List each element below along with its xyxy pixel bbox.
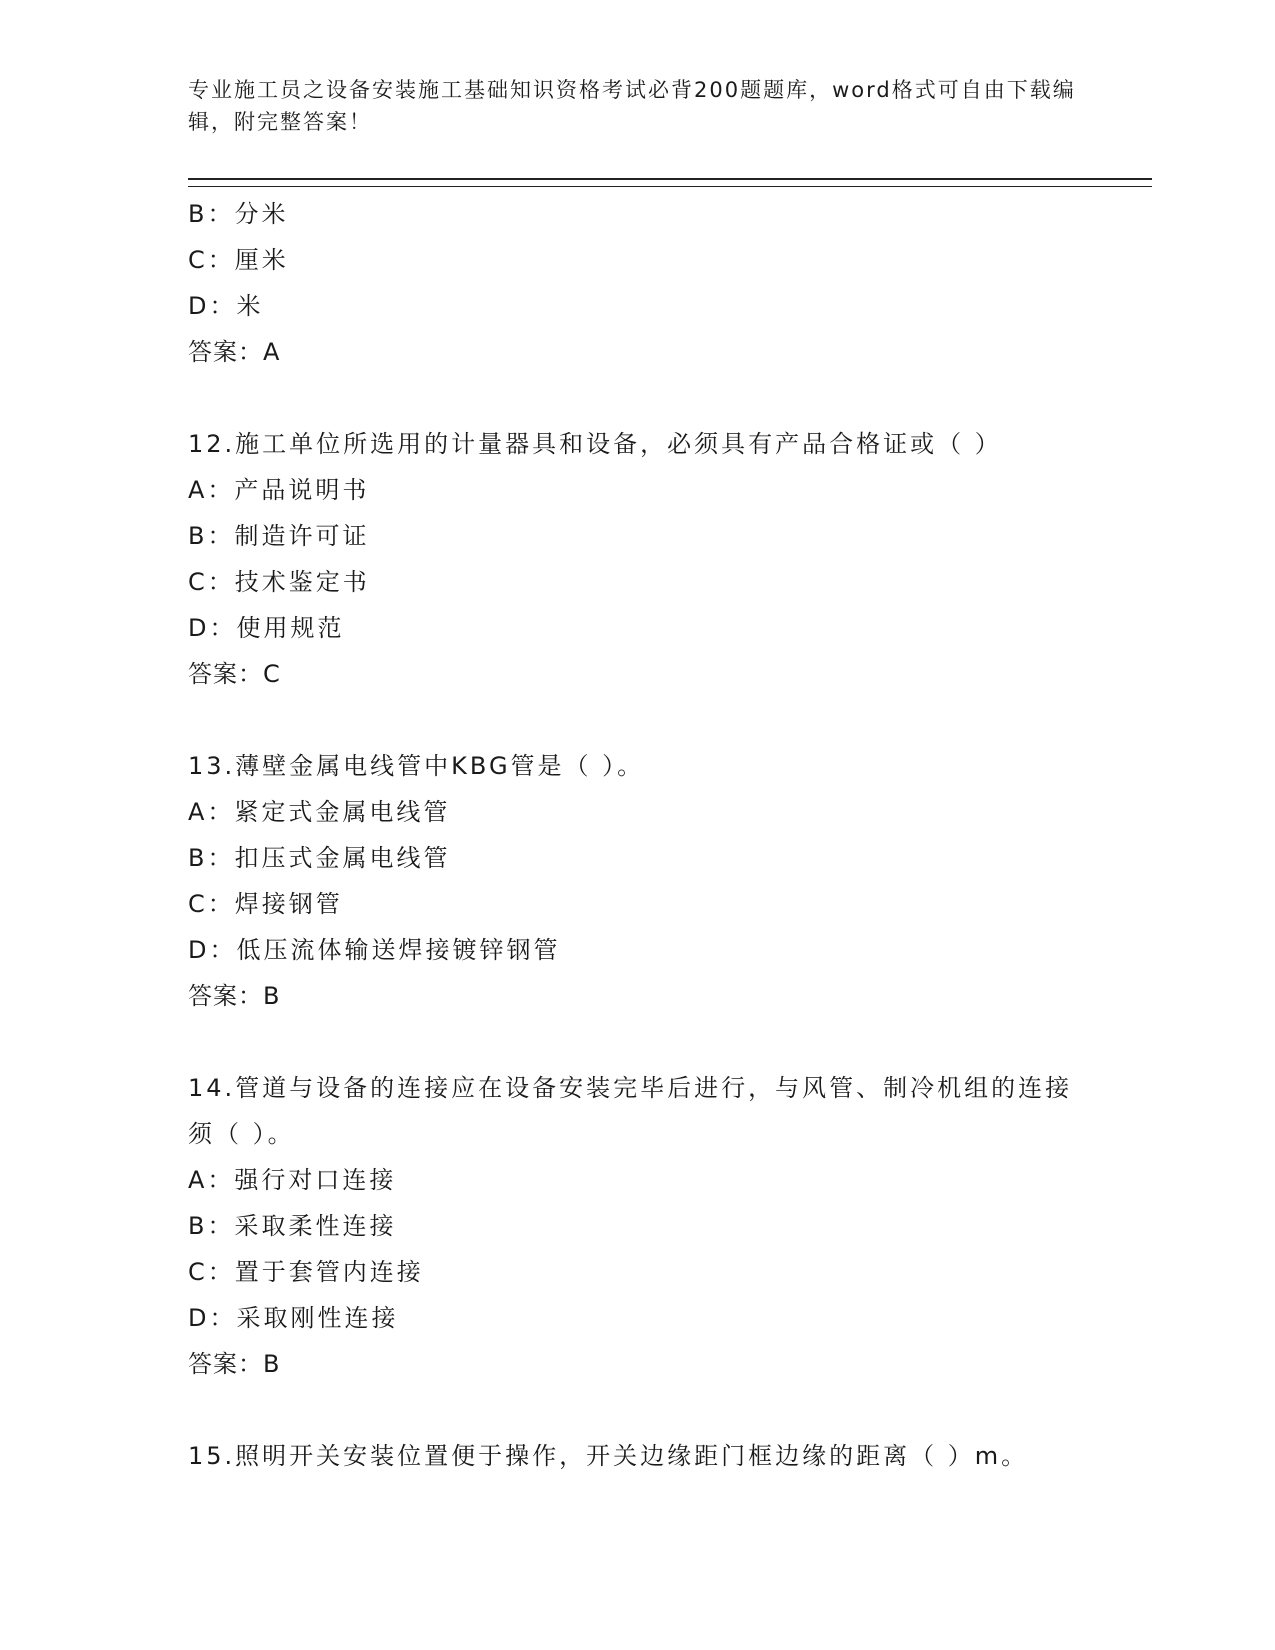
spacer [188,1387,1088,1433]
question-text: 14.管道与设备的连接应在设备安装完毕后进行，与风管、制冷机组的连接须（ ）。 [188,1074,1073,1148]
option-b: B：制造许可证 [188,522,370,550]
option-a: A：紧定式金属电线管 [188,798,451,826]
spacer [188,697,1088,743]
answer: 答案：C [188,660,281,688]
question-text: 12.施工单位所选用的计量器具和设备，必须具有产品合格证或（ ） [188,430,1002,458]
option-c: C：厘米 [188,246,289,274]
option-a: A：强行对口连接 [188,1166,397,1194]
option-d: D：米 [188,292,264,320]
question-14 [188,1065,1088,1387]
option-a: A：产品说明书 [188,476,370,504]
option-c: C：置于套管内连接 [188,1258,424,1286]
spacer [188,375,1088,421]
answer: 答案：A [188,338,281,366]
option-c: C：技术鉴定书 [188,568,370,596]
question-text: 13.薄壁金属电线管中KBG管是（ ）。 [188,752,645,780]
option-b: B：采取柔性连接 [188,1212,397,1240]
question-12 [188,421,1088,697]
option-d: D：使用规范 [188,614,345,642]
option-c: C：焊接钢管 [188,890,343,918]
option-d: D：低压流体输送焊接镀锌钢管 [188,936,561,964]
option-d: D：采取刚性连接 [188,1304,399,1332]
header-divider [188,178,1152,187]
document-header: 专业施工员之设备安装施工基础知识资格考试必背200题题库，word格式可自由下载编辑，附完整答案！ [188,78,1076,134]
spacer [188,1019,1088,1065]
question-15 [188,1433,1088,1479]
option-b: B：分米 [188,200,289,228]
question-13 [188,743,1088,1019]
question-text: 15.照明开关安装位置便于操作，开关边缘距门框边缘的距离（ ）m。 [188,1442,1029,1470]
question-11-tail [188,191,1088,375]
answer: 答案：B [188,982,281,1010]
document-body [188,191,1088,1479]
answer: 答案：B [188,1350,281,1378]
option-b: B：扣压式金属电线管 [188,844,451,872]
